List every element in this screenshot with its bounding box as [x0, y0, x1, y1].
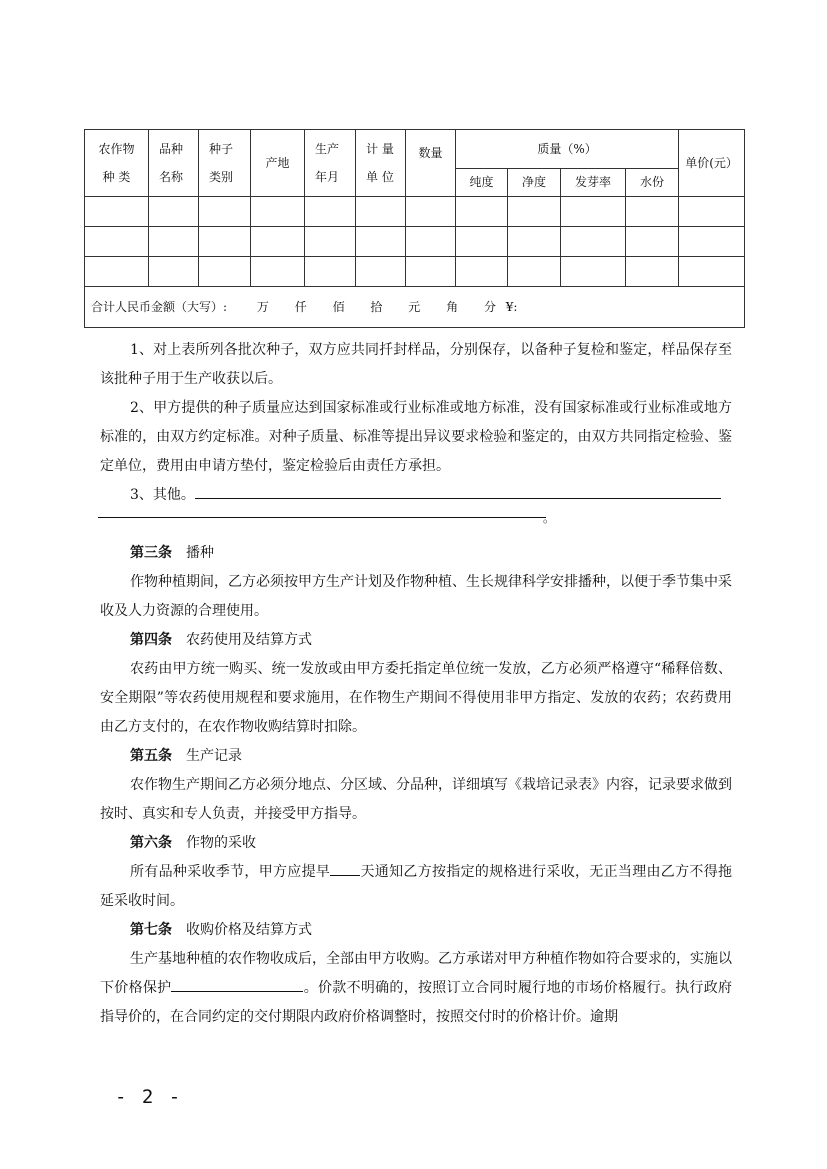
table-cell[interactable] — [508, 197, 561, 227]
table-cell[interactable] — [456, 227, 508, 257]
unit-fen: 分 — [483, 299, 496, 314]
total-label: 合计人民币金额（大写）: — [91, 299, 228, 314]
table-cell[interactable] — [199, 197, 251, 227]
table-cell[interactable] — [199, 257, 251, 287]
table-row — [85, 197, 745, 227]
table-cell[interactable] — [305, 227, 356, 257]
article-6-heading — [130, 829, 256, 858]
table-cell[interactable] — [356, 257, 406, 287]
table-cell[interactable] — [251, 257, 305, 287]
clause-3-end: 。 — [543, 511, 556, 525]
article-7-heading — [130, 916, 312, 945]
unit-bai: 佰 — [332, 299, 345, 314]
table-cell[interactable] — [561, 227, 626, 257]
header-seed-type: 种子 类别 — [199, 130, 251, 197]
clause-3 — [100, 481, 732, 510]
header-moisture: 水份 — [626, 169, 679, 197]
table-cell[interactable] — [626, 257, 679, 287]
header-quantity: 数量 — [406, 130, 456, 197]
header-origin: 产地 — [251, 130, 305, 197]
article-7-title: 收购价格及结算方式 — [186, 922, 312, 938]
clause-1: 1、对上表所列各批次种子，双方应共同扦封样品，分别保存，以备种子复检和鉴定，样品保存至该批种子用于生产收获以后。 — [100, 342, 732, 387]
table-cell[interactable] — [149, 227, 199, 257]
clause-2: 2、甲方提供的种子质量应达到国家标准或行业标准或地方标准，没有国家标准或行业标准或地方标准的，由双方约定标准。对种子质量、标准等提出异议要求检验和鉴定的，由双方共同指定检验、鉴定单位，费用由申请方垫付，鉴定检验后由责任方承担。 — [100, 400, 732, 474]
article-4-number: 第四条 — [130, 632, 172, 648]
table-cell[interactable] — [626, 227, 679, 257]
article-7-text-a: 生产基地种植的农作物收成后，全部由甲方收购。乙方承诺对甲方种植作物如符合要求的，实施以下价格保护 — [100, 951, 732, 996]
table-cell[interactable] — [679, 227, 745, 257]
table-cell[interactable] — [356, 197, 406, 227]
unit-yuan: 元 — [408, 299, 421, 314]
table-cell[interactable] — [456, 197, 508, 227]
table-cell[interactable] — [561, 197, 626, 227]
table-cell[interactable] — [679, 257, 745, 287]
unit-wan: 万 — [256, 299, 269, 314]
header-unit: 计 量 单 位 — [356, 130, 406, 197]
table-cell[interactable] — [508, 227, 561, 257]
article-4-text: 农药由甲方统一购买、统一发放或由甲方委托指定单位统一发放，乙方必须严格遵守“稀释倍数、安全期限”等农药使用规程和要求施用，在作物生产期间不得使用非甲方指定、发放的农药；农药费用由乙方支付的，在农作物收购结算时扣除。 — [100, 661, 732, 735]
article-6-text-b: 天通知乙方按指定的规格进行采收，无正当理由乙方不得拖延采收时间。 — [100, 864, 733, 909]
table-cell[interactable] — [406, 227, 456, 257]
table-cell[interactable] — [149, 257, 199, 287]
article-3-text: 作物种植期间，乙方必须按甲方生产计划及作物种植、生长规律科学安排播种，以便于季节集中采收及人力资源的合理使用。 — [100, 574, 732, 619]
table-cell[interactable] — [679, 197, 745, 227]
seed-table — [84, 129, 745, 328]
header-clarity: 净度 — [508, 169, 561, 197]
table-cell[interactable] — [85, 257, 149, 287]
article-3-heading — [130, 539, 214, 568]
currency-symbol: ¥: — [505, 299, 518, 314]
other-blank-line-2[interactable] — [98, 517, 546, 518]
header-production-date: 生产 年月 — [305, 130, 356, 197]
table-row — [85, 257, 745, 287]
header-crop: 农作物 种 类 — [85, 130, 149, 197]
article-3-title: 播种 — [186, 545, 214, 561]
article-4-heading — [130, 626, 312, 655]
article-7-text-b: 。价款不明确的，按照订立合同时履行地的市场价格履行。执行政府指导价的，在合同约定的交付期限内政府价格调整时，按照交付时的价格计价。逾期 — [100, 980, 733, 1025]
notice-days-blank[interactable] — [330, 859, 360, 876]
table-cell[interactable] — [251, 197, 305, 227]
table-cell[interactable] — [85, 197, 149, 227]
article-6-title: 作物的采收 — [186, 835, 256, 851]
page-number: - 2 - — [115, 1086, 183, 1108]
total-amount-line — [91, 300, 744, 314]
unit-jiao: 角 — [446, 299, 459, 314]
clause-3-label: 3、其他。 — [130, 487, 195, 503]
header-variety: 品种 名称 — [149, 130, 199, 197]
header-quality: 质量（%） — [456, 130, 679, 169]
table-cell[interactable] — [149, 197, 199, 227]
table-cell[interactable] — [305, 197, 356, 227]
article-4-title: 农药使用及结算方式 — [186, 632, 312, 648]
table-cell[interactable] — [305, 257, 356, 287]
article-5-title: 生产记录 — [186, 748, 242, 764]
table-cell[interactable] — [456, 257, 508, 287]
article-5-text: 农作物生产期间乙方必须分地点、分区域、分品种，详细填写《栽培记录表》内容，记录要求做到按时、真实和专人负责，并接受甲方指导。 — [100, 777, 732, 822]
header-purity: 纯度 — [456, 169, 508, 197]
article-7-text — [100, 945, 732, 1032]
unit-shi: 拾 — [370, 299, 383, 314]
other-blank-line-1[interactable] — [195, 482, 721, 499]
unit-qian: 仟 — [294, 299, 307, 314]
header-germination: 发芽率 — [561, 169, 626, 197]
table-cell[interactable] — [406, 257, 456, 287]
article-6-text — [100, 858, 732, 916]
header-unit-price: 单价(元） — [679, 130, 745, 197]
article-5-heading — [130, 742, 242, 771]
table-cell[interactable] — [561, 257, 626, 287]
table-row — [85, 227, 745, 257]
article-7-number: 第七条 — [130, 922, 172, 938]
article-5-number: 第五条 — [130, 748, 172, 764]
table-cell[interactable] — [85, 227, 149, 257]
price-protection-blank[interactable] — [171, 975, 303, 992]
total-amount-row[interactable] — [85, 287, 745, 328]
table-cell[interactable] — [251, 227, 305, 257]
table-cell[interactable] — [199, 227, 251, 257]
table-cell[interactable] — [406, 197, 456, 227]
table-cell[interactable] — [508, 257, 561, 287]
table-cell[interactable] — [356, 227, 406, 257]
table-cell[interactable] — [626, 197, 679, 227]
article-3-number: 第三条 — [130, 545, 172, 561]
article-6-number: 第六条 — [130, 835, 172, 851]
article-6-text-a: 所有品种采收季节，甲方应提早 — [130, 864, 331, 880]
